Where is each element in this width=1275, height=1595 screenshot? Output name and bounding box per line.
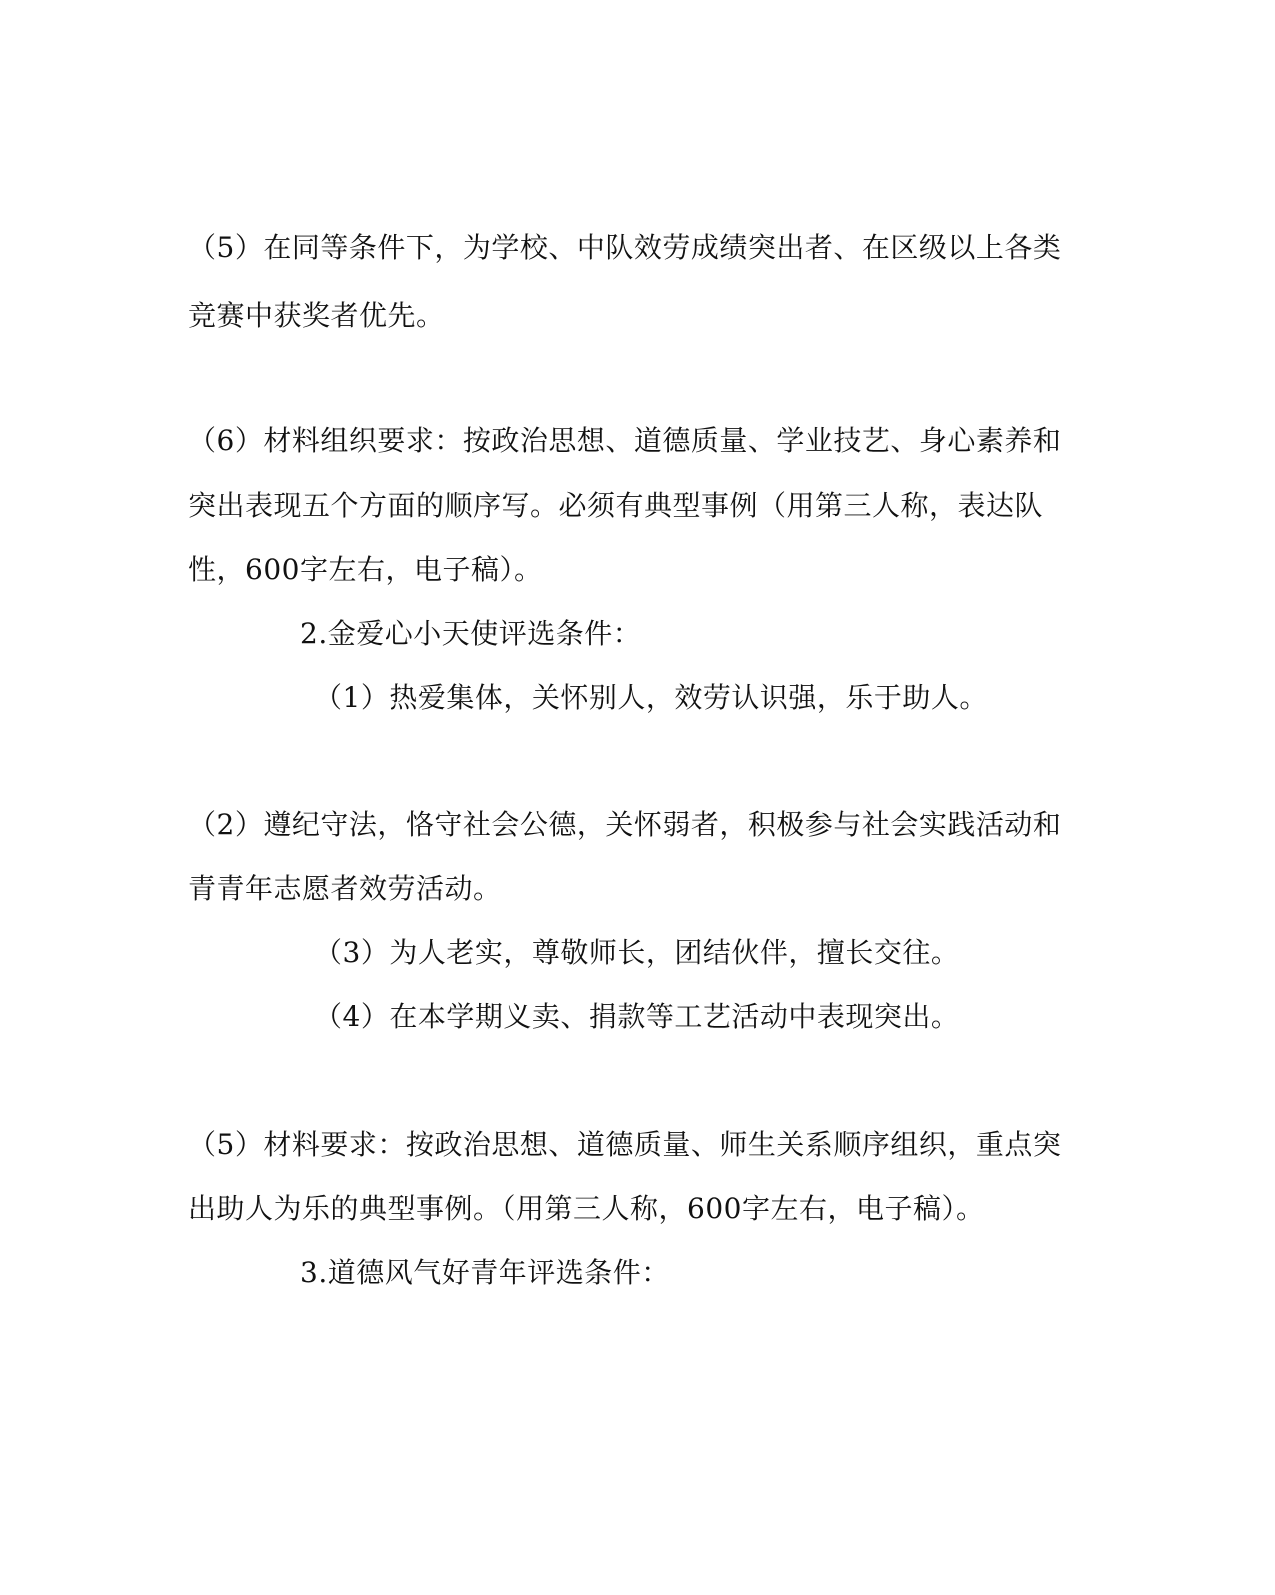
paragraph-6-line-1: （6）材料组织要求：按政治思想、道德质量、学业技艺、身心素养和 <box>188 424 1062 457</box>
section-2-item-3: （3）为人老实，尊敬师长，团结伙伴，擅长交往。 <box>314 936 960 969</box>
section-2-item-2-line-2: 青青年志愿者效劳活动。 <box>188 872 502 905</box>
section-2-heading: 2.金爱心小天使评选条件： <box>300 617 642 650</box>
section-3-heading: 3.道德风气好青年评选条件： <box>300 1256 670 1289</box>
section-2-item-5-line-2: 出助人为乐的典型事例。（用第三人称，600字左右，电子稿）。 <box>188 1192 985 1225</box>
paragraph-5-line-1: （5）在同等条件下，为学校、中队效劳成绩突出者、在区级以上各类 <box>188 231 1062 264</box>
section-2-item-4: （4）在本学期义卖、捐款等工艺活动中表现突出。 <box>314 1000 960 1033</box>
section-2-item-2-line-1: （2）遵纪守法，恪守社会公德，关怀弱者，积极参与社会实践活动和 <box>188 808 1062 841</box>
section-2-item-5-line-1: （5）材料要求：按政治思想、道德质量、师生关系顺序组织，重点突 <box>188 1128 1062 1161</box>
paragraph-6-line-2: 突出表现五个方面的顺序写。必须有典型事例（用第三人称，表达队 <box>188 489 1044 522</box>
paragraph-6-line-3: 性，600字左右，电子稿）。 <box>188 553 543 586</box>
paragraph-5-line-2: 竞赛中获奖者优先。 <box>188 299 445 332</box>
section-2-item-1: （1）热爱集体，关怀别人，效劳认识强，乐于助人。 <box>314 681 988 714</box>
